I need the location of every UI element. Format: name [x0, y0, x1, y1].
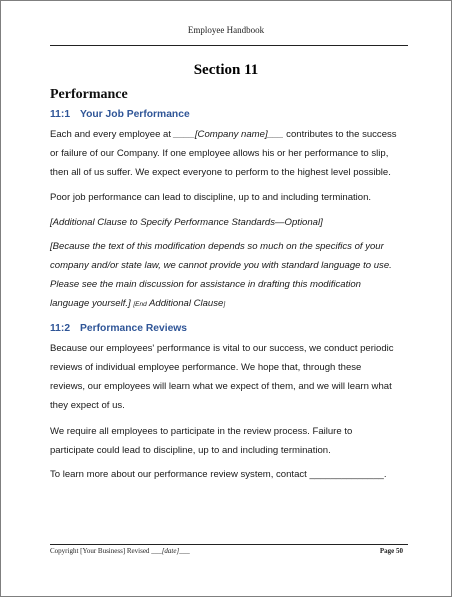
- header-divider: [50, 45, 408, 46]
- text-segment: language yourself.]: [50, 298, 131, 310]
- text-segment: Each and every employee at: [50, 129, 174, 140]
- subheading-job-performance: [50, 109, 190, 120]
- page-header-title: Employee Handbook: [187, 25, 265, 35]
- subheading-number: 11:1: [50, 109, 71, 120]
- text-line: participate could lead to discipline, up to and including termination.: [50, 445, 331, 457]
- text-line: [Additional Clause to Specify Performance Standards—Optional]: [50, 217, 323, 228]
- text-line: reviews, our employees will learn what we expect of them, and we will learn what: [50, 381, 392, 393]
- text-segment: .: [383, 469, 387, 480]
- subheading-title: Your Job Performance: [80, 109, 190, 120]
- text-line: We require all employees to participate in the review process. Failure to: [50, 426, 353, 437]
- paragraph-contact: [50, 465, 412, 484]
- paragraph-review-participation: [50, 422, 412, 460]
- text-line: they expect of us.: [50, 400, 125, 412]
- revised-date-field: ___[date]___: [151, 547, 190, 555]
- footer-copyright: [50, 547, 190, 555]
- contact-blank-field: ______________: [309, 469, 384, 480]
- text-line: [50, 294, 412, 313]
- subheading-title: Performance Reviews: [80, 323, 188, 334]
- end-clause-marker: [End: [133, 301, 147, 309]
- text-line: Because our employees' performance is vital to our success, we conduct periodic: [50, 343, 394, 354]
- text-segment: To learn more about our performance review system, contact: [50, 469, 310, 480]
- subheading-number: 11:2: [50, 323, 71, 334]
- text-line: [50, 465, 412, 484]
- end-clause-text: Additional Clause: [146, 298, 224, 310]
- subheading-performance-reviews: [50, 323, 187, 334]
- copyright-text: Copyright [Your Business] Revised: [50, 547, 152, 555]
- paragraph-performance-reviews: [50, 339, 412, 415]
- text-line: Please see the main discussion for assistance in drafting this modification: [50, 279, 361, 291]
- footer-divider: [50, 544, 408, 545]
- end-clause-close: ]: [223, 301, 226, 309]
- text-line: [50, 125, 412, 144]
- paragraph-modification-note: [50, 237, 412, 313]
- text-line: Poor job performance can lead to discipline, up to and including termination.: [50, 192, 372, 203]
- text-line: then all of us suffer. We expect everyone to perform to the highest level possible.: [50, 167, 391, 179]
- paragraph-poor-performance: [50, 188, 412, 207]
- text-line: or failure of our Company. If one employee allows his or her performance to slip,: [50, 148, 389, 160]
- text-line: reviews of individual employee performance. We hope that, through these: [50, 362, 362, 374]
- section-title: Section 11: [193, 62, 259, 78]
- performance-heading: Performance: [50, 87, 128, 102]
- company-name-field: ____[Company name]___: [173, 129, 284, 140]
- page-number: Page 50: [379, 547, 403, 555]
- additional-clause-title: [50, 213, 412, 232]
- text-line: company and/or state law, we cannot provide you with standard language to use.: [50, 260, 392, 272]
- text-segment: contributes to the success: [283, 129, 397, 140]
- text-line: [Because the text of this modification depends so much on the specifics of your: [50, 241, 384, 252]
- paragraph-job-performance: [50, 125, 412, 182]
